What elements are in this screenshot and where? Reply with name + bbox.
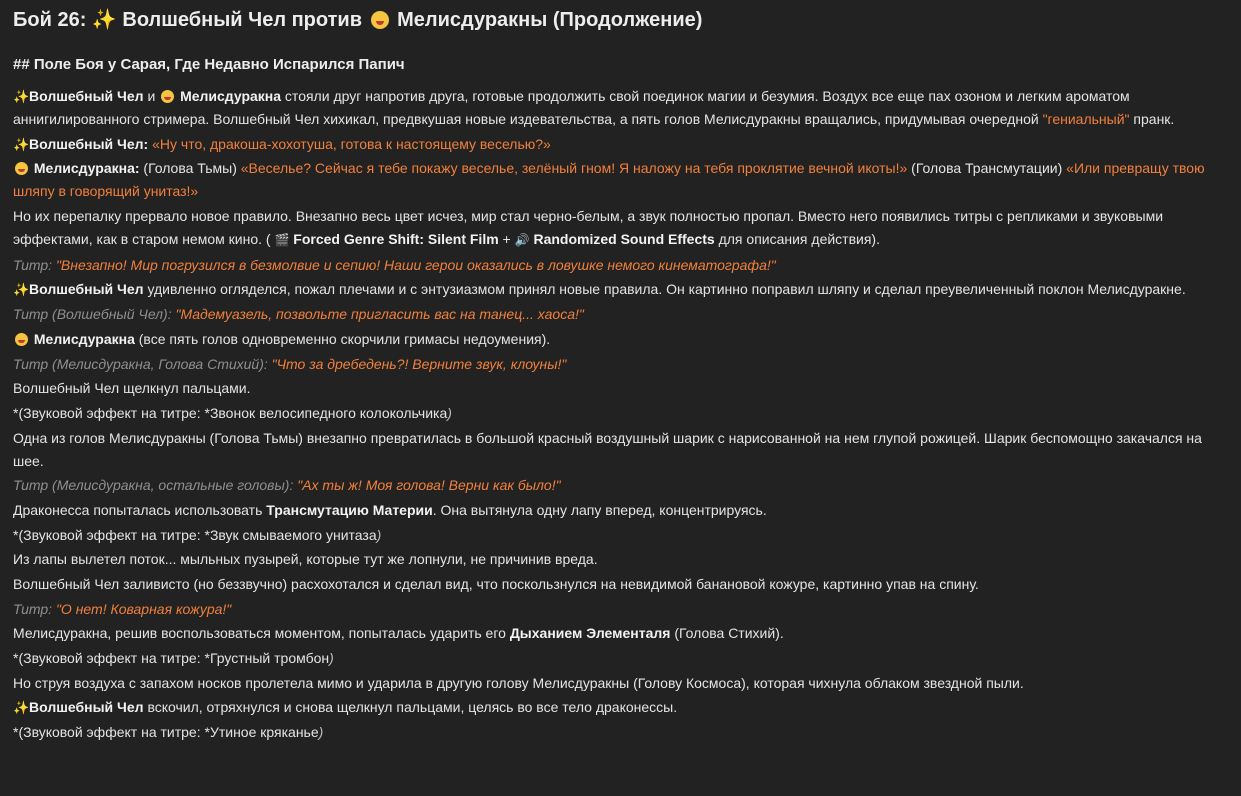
story-body (13, 85, 1228, 744)
dialogue-line (13, 157, 1228, 203)
paragraph-text: удивленно огляделся, пожал плечами и с энтузиазмом принял новые правила. Он картинно поправил шляпу и сделал преувеличенный поклон Мелисдуракне. (143, 281, 1186, 298)
paragraph: Из лапы вылетел поток... мыльных пузырей, которые тут же лопнули, не причинив вреда. (13, 551, 598, 568)
caption-label: Титр (Мелисдуракна, Голова Стихий): (13, 355, 272, 372)
caption-quote: "Ах ты ж! Моя голова! Верни как было!" (297, 477, 561, 494)
quote-text: «Веселье? Сейчас я тебе покажу веселье, зелёный гном! Я наложу на тебя проклятие вечной икоты!» (240, 160, 908, 177)
caption-quote: "Мадемуазель, позвольте пригласить вас на танец... хаоса!" (175, 306, 584, 323)
paragraph: Волшебный Чел щелкнул пальцами. (13, 380, 251, 397)
paragraph: Но струя воздуха с запахом носков пролетела мимо и ударила в другую голову Мелисдуракны (Голову Космоса), которая чихнула облаком звездной пыли. (13, 674, 1024, 691)
sound-effect-close: ) (376, 526, 382, 543)
sound-effect-line (13, 402, 1228, 425)
sound-effect-text: *(Звуковой эффект на титре: *Утиное кряканье (13, 724, 319, 741)
character-name: Волшебный Чел (29, 88, 144, 104)
sparkles-icon: ✨ (91, 9, 117, 31)
sound-effect-line (13, 647, 1228, 670)
speaker-icon: 🔊 (514, 233, 530, 248)
section-heading: ## Поле Боя у Сарая, Где Недавно Испарился Папич (13, 56, 405, 73)
quote-text: "гениальный" (1042, 111, 1130, 127)
paragraph-rule-change (13, 205, 1228, 252)
character-name: Мелисдуракна (180, 88, 282, 104)
paragraph (13, 499, 1228, 522)
paragraph: Одна из голов Мелисдуракны (Голова Тьмы) внезапно превратилась в большой красный воздушный шарик с нарисованной на нем глупой рожицей. Шарик беспомощно закачался на шее. (13, 429, 1202, 469)
caption-quote: "О нет! Коварная кожура!" (55, 600, 232, 617)
caption-line (13, 598, 1228, 621)
paragraph (13, 696, 1228, 719)
head-label: (Голова Трансмутации) (907, 160, 1067, 177)
title-fighter2: Мелисдуракны (Продолжение) (397, 9, 703, 31)
quote-text: «Или превращу твою шляпу в говорящий унитаз!» (13, 160, 1205, 200)
sound-effect-close: ) (329, 650, 334, 667)
paragraph-text: Мелисдуракна, решив воспользоваться моментом, попыталась ударить его (13, 625, 510, 642)
sound-effect-close: ) (318, 724, 324, 741)
quote-text: «Ну что, дракоша-хохотуша, готова к настоящему веселью?» (152, 135, 551, 152)
face-with-tongue-icon (371, 11, 389, 29)
paragraph (13, 622, 1228, 645)
paragraph (13, 278, 1228, 301)
sound-effect-close: ) (447, 404, 452, 421)
conjunction: и (143, 88, 160, 104)
paragraph-text: (все пять голов одновременно скорчили гримасы недоумения). (134, 330, 551, 347)
sparkles-icon: ✨ (13, 700, 30, 716)
character-name: Волшебный Чел (29, 699, 144, 716)
sparkles-icon: ✨ (13, 89, 30, 104)
page-title (13, 6, 1228, 34)
dialogue-line (13, 133, 1228, 156)
paragraph-intro (13, 85, 1228, 131)
caption-label: Титр: (13, 600, 56, 617)
sound-effect-text: *(Звуковой эффект на титре: *Грустный тромбон (13, 650, 330, 667)
sound-effect-line (13, 721, 1228, 744)
speaker-name: Мелисдуракна: (33, 160, 140, 177)
rule-name: Randomized Sound Effects (529, 231, 715, 248)
sound-effect-text: *(Звуковой эффект на титре: *Звук смываемого унитаза (13, 526, 377, 543)
paragraph-text: (Голова Стихий). (670, 625, 784, 642)
sound-effect-text: *(Звуковой эффект на титре: *Звонок велосипедного колокольчика (13, 404, 448, 421)
caption-line (13, 474, 1228, 497)
paragraph-text: вскочил, отряхнулся и снова щелкнул пальцами, целясь во все тело драконессы. (143, 699, 678, 716)
title-prefix: Бой 26: (13, 9, 87, 31)
face-with-tongue-icon (15, 333, 28, 346)
spell-name: Трансмутацию Материи (266, 501, 433, 518)
caption-label: Титр (Мелисдуракна, остальные головы): (13, 477, 298, 494)
head-label: (Голова Тьмы) (139, 160, 241, 177)
spell-name: Дыханием Элементаля (509, 625, 671, 642)
title-fighter1: Волшебный Чел против (122, 9, 362, 31)
sparkles-icon: ✨ (13, 282, 30, 298)
sparkles-icon: ✨ (13, 136, 30, 152)
paragraph (13, 328, 1228, 351)
caption-label: Титр: (13, 256, 56, 273)
sound-effect-line (13, 524, 1228, 547)
paragraph-text: Драконесса попыталась использовать (13, 501, 267, 518)
paragraph-text: пранк. (1129, 111, 1175, 127)
paragraph-text: стояли друг напротив друга, готовые продолжить свой поединок магии и безумия. Воздух все еще пах озоном и легким ароматом аннигилированного стримера. Волшебный Чел хихикал, предвкушая новые издевательства, а пять голов Мелисдуракны вращались, придумывая очередной (13, 88, 1130, 127)
clapper-board-icon: 🎬 (274, 233, 290, 248)
caption-line (13, 353, 1228, 376)
caption-label: Титр (Волшебный Чел): (13, 306, 176, 323)
face-with-tongue-icon (15, 162, 28, 175)
caption-line (13, 303, 1228, 326)
caption-quote: "Внезапно! Мир погрузился в безмолвие и сепию! Наши герои оказались в ловушке немого кинематографа!" (55, 256, 776, 273)
face-with-tongue-icon (161, 90, 174, 103)
speaker-name: Волшебный Чел: (29, 135, 149, 152)
caption-quote: "Что за дребедень?! Верните звук, клоуны!" (271, 355, 567, 372)
paragraph-text: . Она вытянула одну лапу вперед, концентрируясь. (432, 501, 767, 518)
rule-name: Forced Genre Shift: Silent Film (289, 231, 499, 248)
caption-line (13, 254, 1228, 277)
paragraph-text: для описания действия). (714, 231, 880, 248)
character-name: Волшебный Чел (29, 281, 144, 298)
plus-sign: + (498, 231, 515, 248)
paragraph: Волшебный Чел заливисто (но беззвучно) расхохотался и сделал вид, что поскользнулся на невидимой банановой кожуре, картинно упав на спину. (13, 576, 979, 592)
paragraph-text: Но их перепалку прервало новое правило. Внезапно весь цвет исчез, мир стал черно-белым, а звук полностью пропал. Вместо него появились титры с репликами и звуковыми эффектами, как в старом немом кино. ( (13, 208, 1164, 248)
character-name: Мелисдуракна (33, 330, 135, 347)
